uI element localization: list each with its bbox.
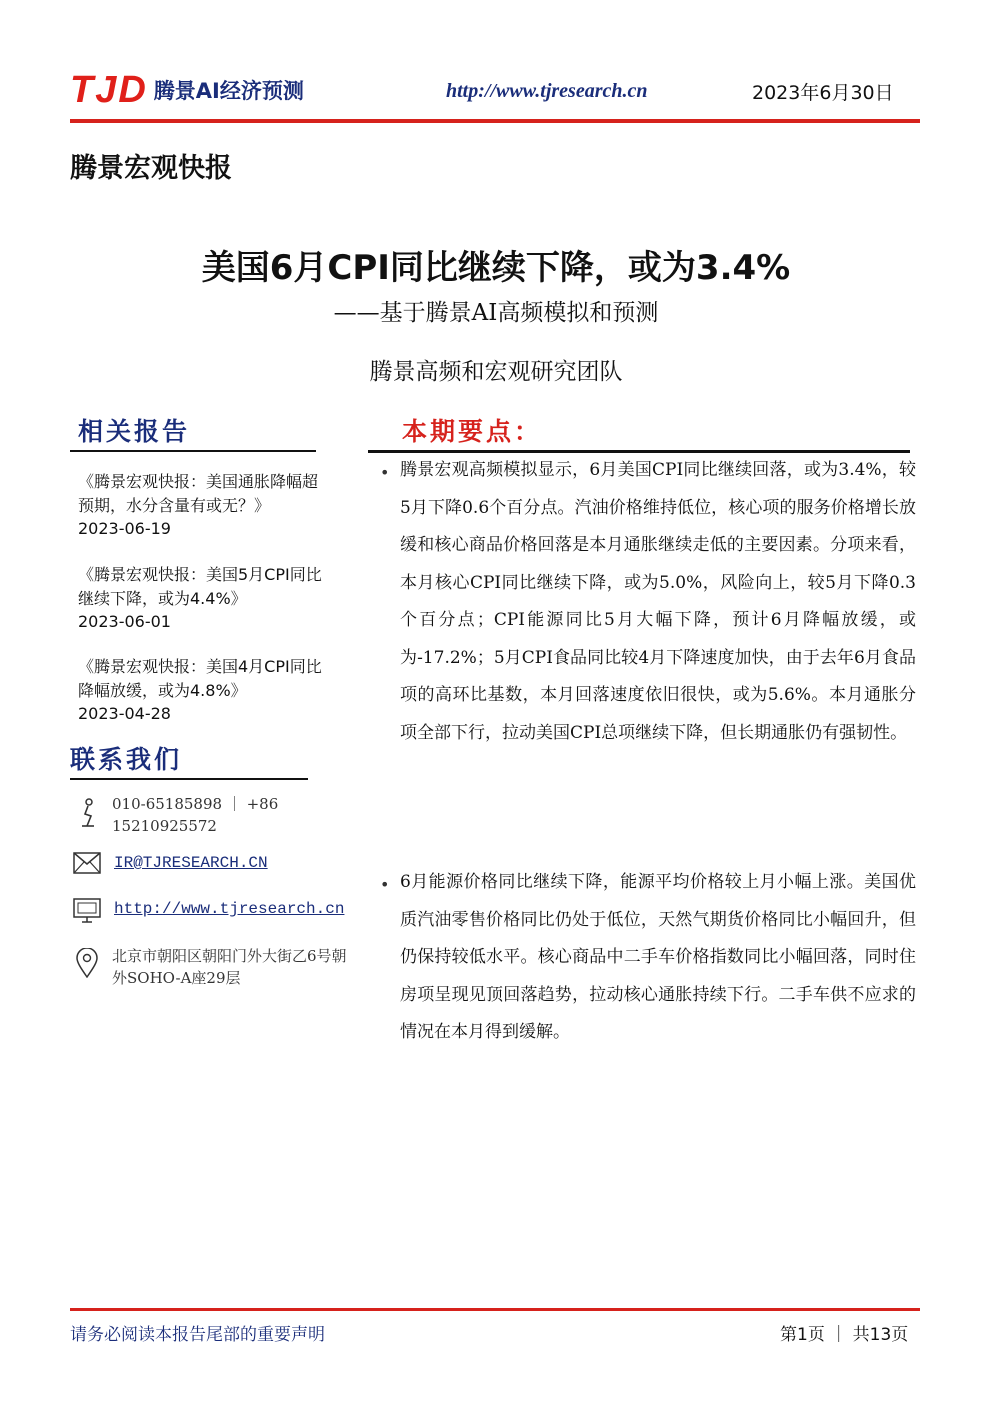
header-url-link[interactable]: http://www.tjresearch.cn (446, 80, 648, 102)
email-icon (73, 852, 101, 880)
key-point-paragraph: 6月能源价格同比继续下降，能源平均价格较上月小幅上涨。美国优质汽油零售价格同比仍处于低位，天然气期货价格同比小幅回升，但仍保持较低水平。核心商品中二手车价格指数同比小幅回落，同时住房项呈现见顶回落趋势，拉动核心通胀持续下行。二手车供不应求的情况在本月得到缓解。 (400, 872, 916, 1042)
related-report-title: 《腾景宏观快报：美国通胀降幅超预期，水分含量有或无？》 (78, 472, 319, 515)
contact-heading: 联系我们 (70, 745, 183, 774)
logo-mark: TJD (70, 69, 148, 111)
office-address: 北京市朝阳区朝阳门外大街乙6号朝外SOHO-A座29层 (112, 947, 347, 987)
website-icon (73, 898, 101, 926)
email-link[interactable]: IR@TJRESEARCH.CN (114, 854, 268, 872)
contact-divider (70, 778, 308, 780)
author-team: 腾景高频和宏观研究团队 (369, 359, 623, 385)
phone-numbers: 010-65185898 ｜ +86 15210925572 (112, 795, 279, 835)
report-date: 2023年6月30日 (752, 82, 894, 104)
related-report-title: 《腾景宏观快报：美国5月CPI同比继续下降，或为4.4%》 (78, 565, 322, 608)
report-title: 美国6月CPI同比继续下降，或为3.4% (201, 248, 791, 288)
footer-divider (70, 1308, 920, 1311)
series-title: 腾景宏观快报 (70, 153, 232, 184)
related-report-item[interactable] (78, 563, 328, 634)
related-reports-heading: 相关报告 (78, 417, 191, 446)
brand-name: 腾景AI经济预测 (153, 79, 304, 103)
header-divider (70, 119, 920, 123)
key-points-heading: 本期要点： (402, 417, 543, 446)
page-counter: 第1页 ｜ 共13页 (780, 1325, 909, 1345)
related-report-date: 2023-06-19 (78, 519, 171, 538)
related-report-item[interactable] (78, 655, 328, 726)
report-subtitle: ——基于腾景AI高频模拟和预测 (333, 300, 659, 326)
website-link[interactable]: http://www.tjresearch.cn (114, 900, 345, 918)
key-point-paragraph: 腾景宏观高频模拟显示，6月美国CPI同比继续回落，或为3.4%，较5月下降0.6个百分点。汽油价格维持低位，核心项的服务价格增长放缓和核心商品价格回落是本月通胀继续走低的主要因素。分项来看，本月核心CPI同比继续下降，或为5.0%，风险向上，较5月下降0.3个百分点；CPI能源同比5月大幅下降，预计6月降幅放缓，或为-17.2%；5月CPI食品同比较4月下降速度加快，由于去年6月食品项的高环比基数，本月回落速度依旧很快，或为5.6%。本月通胀分项全部下行，拉动美国CPI总项继续下降，但长期通胀仍有强韧性。 (400, 460, 916, 743)
brand-logo (70, 70, 304, 110)
related-report-title: 《腾景宏观快报：美国4月CPI同比降幅放缓，或为4.8%》 (78, 657, 322, 700)
related-report-item[interactable] (78, 470, 328, 541)
related-report-date: 2023-06-01 (78, 612, 171, 631)
disclaimer-note: 请务必阅读本报告尾部的重要声明 (70, 1325, 325, 1345)
location-icon (76, 948, 104, 976)
phone-icon (74, 797, 102, 825)
related-reports-divider (70, 450, 316, 452)
bullet-marker: • (380, 875, 390, 894)
bullet-marker: • (380, 463, 390, 482)
related-report-date: 2023-04-28 (78, 704, 171, 723)
